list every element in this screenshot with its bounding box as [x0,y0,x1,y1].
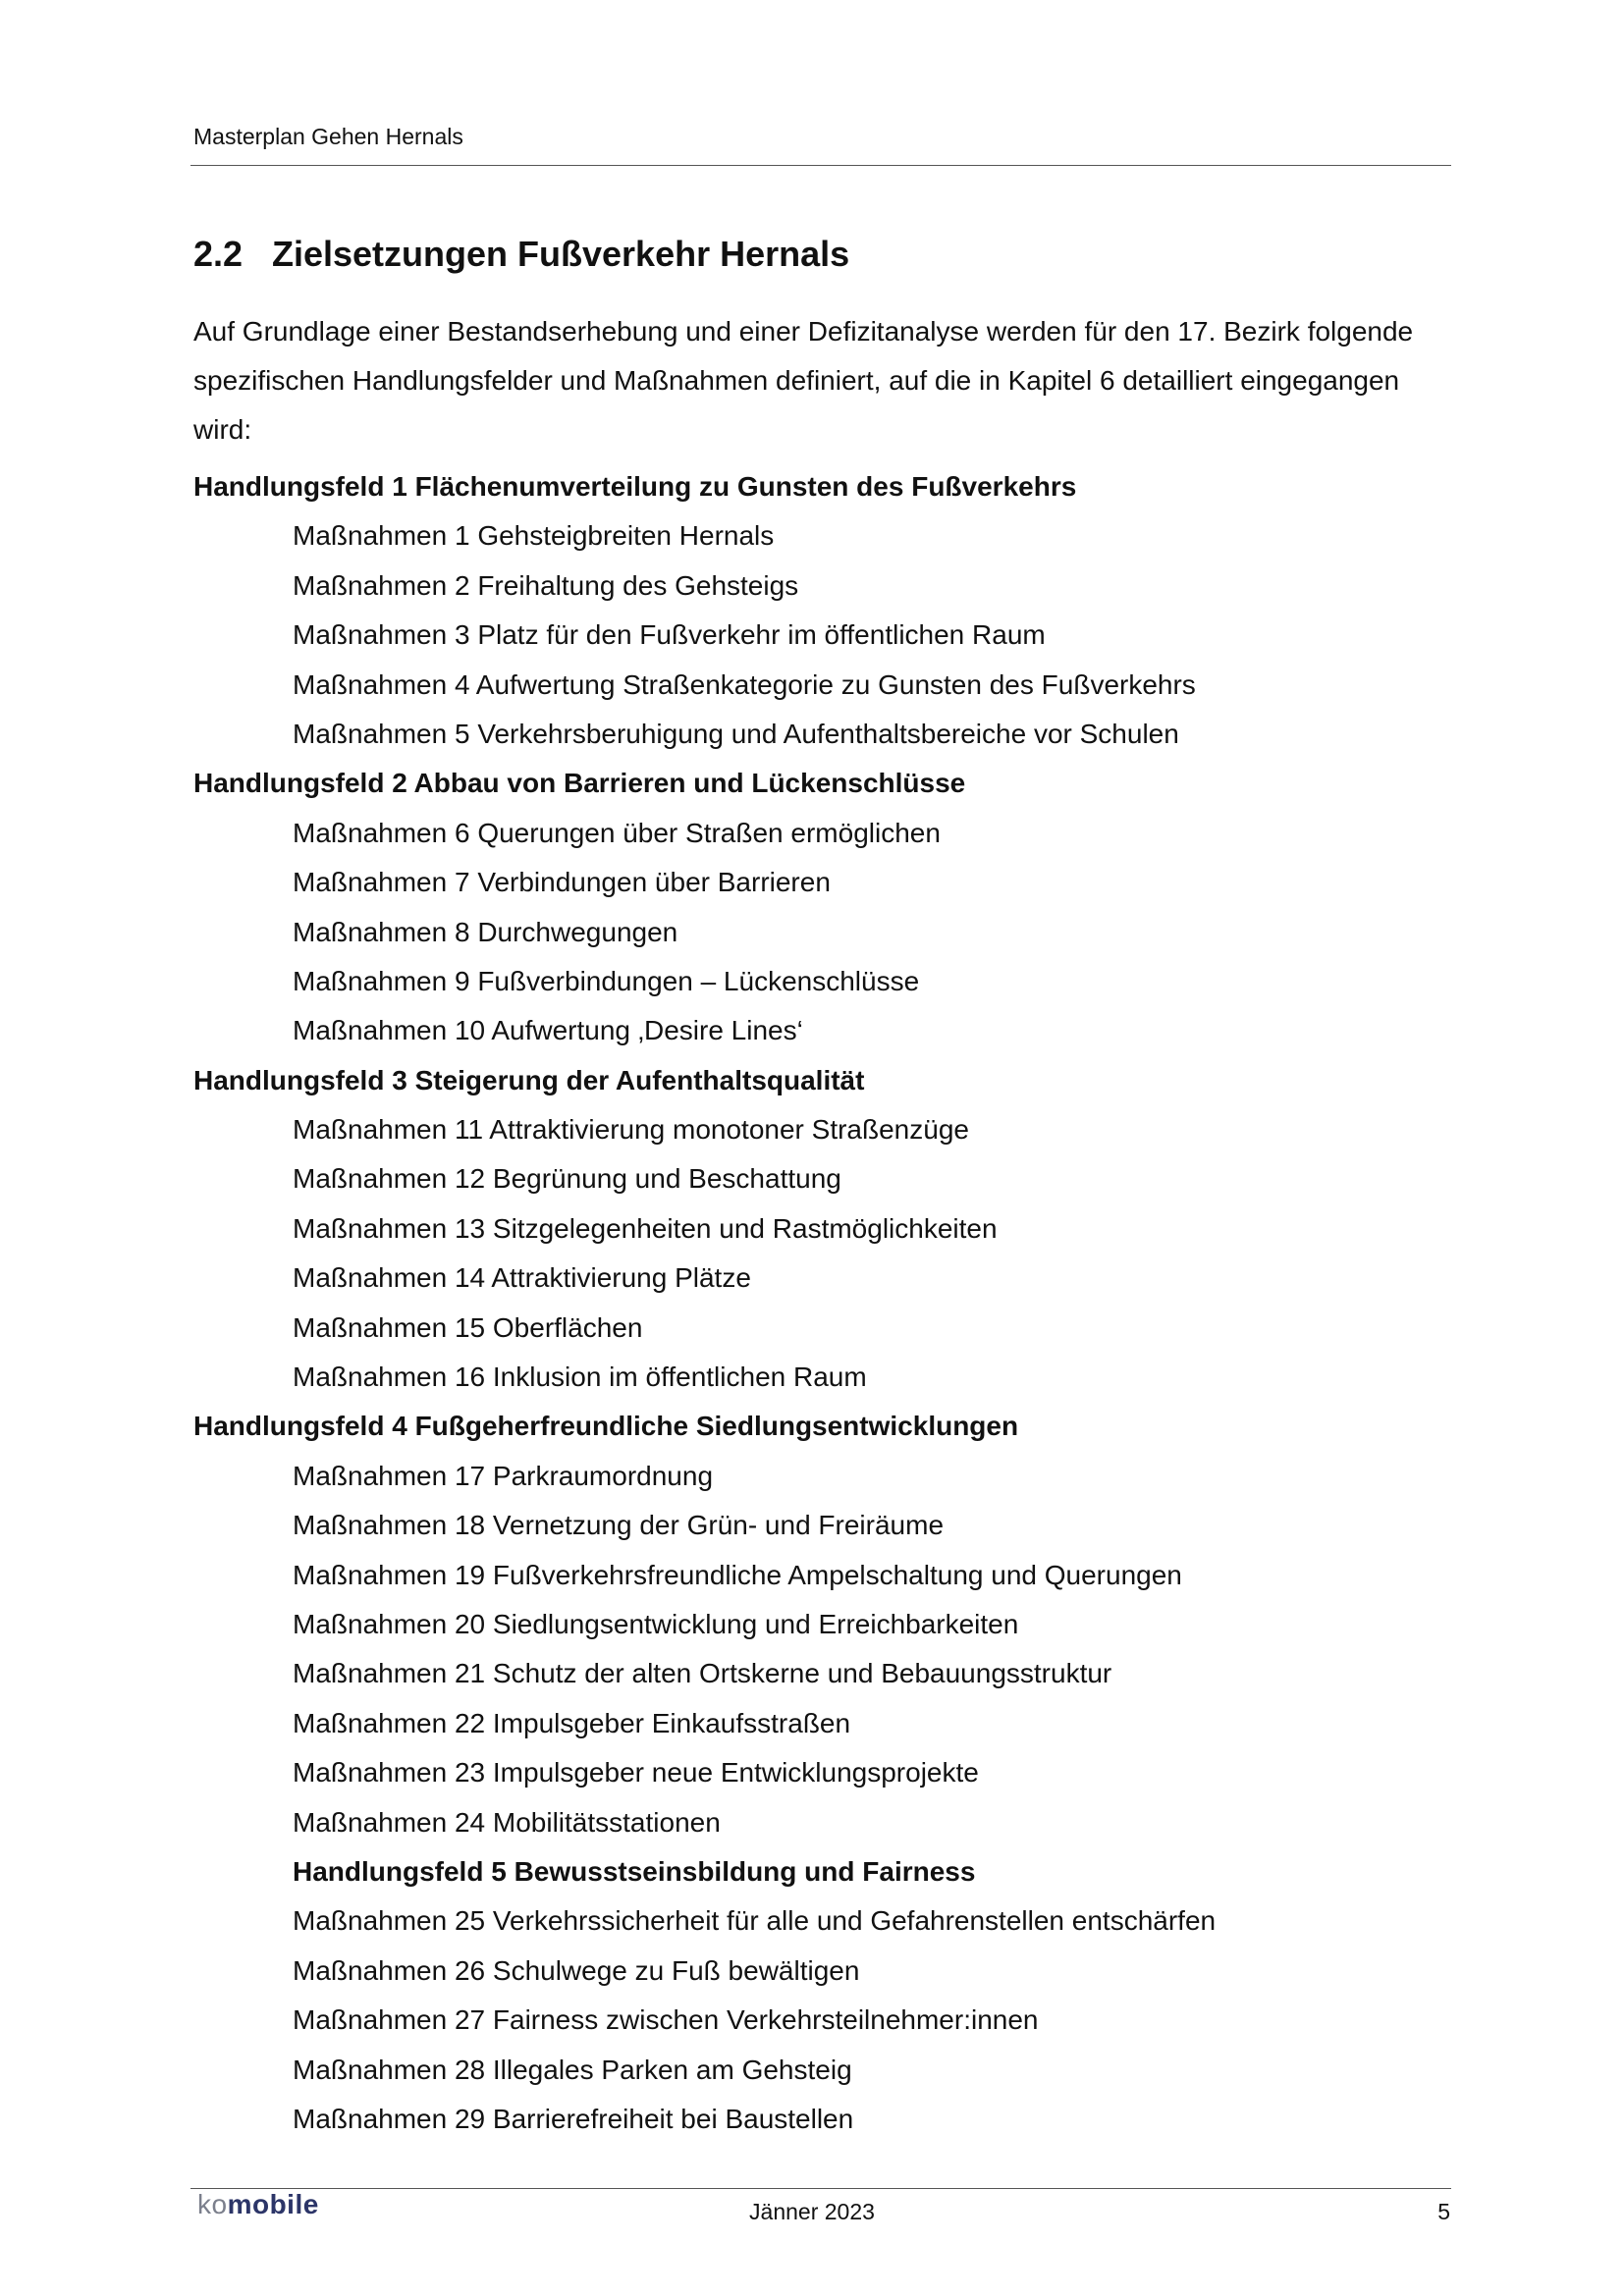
massnahme-item: Maßnahmen 14 Attraktivierung Plätze [293,1262,751,1294]
massnahme-item: Maßnahmen 7 Verbindungen über Barrieren [293,867,831,898]
massnahme-item: Maßnahmen 13 Sitzgelegenheiten und Rastmöglichkeiten [293,1212,998,1244]
massnahme-item: Maßnahmen 21 Schutz der alten Ortskerne und Bebauungsstruktur [293,1658,1112,1689]
massnahme-item: Maßnahmen 2 Freihaltung des Gehsteigs [293,569,799,601]
intro-paragraph: Auf Grundlage einer Bestandserhebung und einer Defizitanalyse werden für den 17. Bezirk folgende spezifischen Handlungsfelder und Maßnahmen definiert, auf die in Kapitel 6 detailliert eingegangen wird: [193,316,1414,445]
header-divider [190,165,1451,166]
running-header: Masterplan Gehen Hernals [193,124,463,149]
measures-list [193,462,1450,2144]
massnahme-item: Maßnahmen 4 Aufwertung Straßenkategorie zu Gunsten des Fußverkehrs [293,668,1196,700]
massnahme-item: Maßnahmen 3 Platz für den Fußverkehr im öffentlichen Raum [293,619,1046,651]
handlungsfeld-heading: Handlungsfeld 4 Fußgeherfreundliche Siedlungsentwicklungen [193,1411,1019,1442]
section-heading [193,234,849,275]
section-number: 2.2 [193,234,244,274]
massnahme-item: Maßnahmen 22 Impulsgeber Einkaufsstraßen [293,1707,851,1738]
handlungsfeld-heading: Handlungsfeld 3 Steigerung der Aufenthaltsqualität [193,1064,865,1095]
massnahme-item: Maßnahmen 27 Fairness zwischen Verkehrsteilnehmer:innen [293,2004,1039,2036]
massnahme-item: Maßnahmen 5 Verkehrsberuhigung und Aufenthaltsbereiche vor Schulen [293,718,1179,749]
massnahme-item: Maßnahmen 1 Gehsteigbreiten Hernals [293,520,775,552]
handlungsfeld-heading: Handlungsfeld 1 Flächenumverteilung zu Gunsten des Fußverkehrs [193,471,1077,502]
massnahme-item: Maßnahmen 19 Fußverkehrsfreundliche Ampelschaltung und Querungen [293,1559,1182,1590]
massnahme-item: Maßnahmen 12 Begrünung und Beschattung [293,1163,841,1195]
massnahme-item: Maßnahmen 25 Verkehrssicherheit für alle und Gefahrenstellen entschärfen [293,1905,1217,1937]
handlungsfeld-heading: Handlungsfeld 2 Abbau von Barrieren und Lückenschlüsse [193,768,966,799]
massnahme-item: Maßnahmen 20 Siedlungsentwicklung und Erreichbarkeiten [293,1608,1019,1639]
handlungsfeld-heading: Handlungsfeld 5 Bewusstseinsbildung und Fairness [293,1855,976,1887]
massnahme-item: Maßnahmen 26 Schulwege zu Fuß bewältigen [293,1954,860,1986]
footer-divider [190,2188,1451,2189]
massnahme-item: Maßnahmen 28 Illegales Parken am Gehsteig [293,2054,852,2085]
massnahme-item: Maßnahmen 18 Vernetzung der Grün- und Freiräume [293,1510,945,1541]
massnahme-item: Maßnahmen 8 Durchwegungen [293,916,678,947]
massnahme-item: Maßnahmen 11 Attraktivierung monotoner Straßenzüge [293,1114,969,1146]
section-title: Zielsetzungen Fußverkehr Hernals [272,234,850,274]
massnahme-item: Maßnahmen 6 Querungen über Straßen ermöglichen [293,817,941,848]
logo-mobile: mobile [227,2189,319,2219]
footer-date: Jänner 2023 [749,2199,875,2224]
page-number: 5 [1437,2199,1450,2224]
massnahme-item: Maßnahmen 10 Aufwertung ‚Desire Lines‘ [293,1015,803,1046]
massnahme-item: Maßnahmen 16 Inklusion im öffentlichen Raum [293,1362,867,1393]
massnahme-item: Maßnahmen 9 Fußverbindungen – Lückenschlüsse [293,965,920,996]
massnahme-item: Maßnahmen 24 Mobilitätsstationen [293,1806,721,1838]
massnahme-item: Maßnahmen 29 Barrierefreiheit bei Baustellen [293,2103,854,2134]
logo-ko: ko [197,2189,228,2219]
massnahme-item: Maßnahmen 23 Impulsgeber neue Entwicklungsprojekte [293,1757,979,1789]
massnahme-item: Maßnahmen 15 Oberflächen [293,1311,643,1343]
massnahme-item: Maßnahmen 17 Parkraumordnung [293,1460,714,1491]
